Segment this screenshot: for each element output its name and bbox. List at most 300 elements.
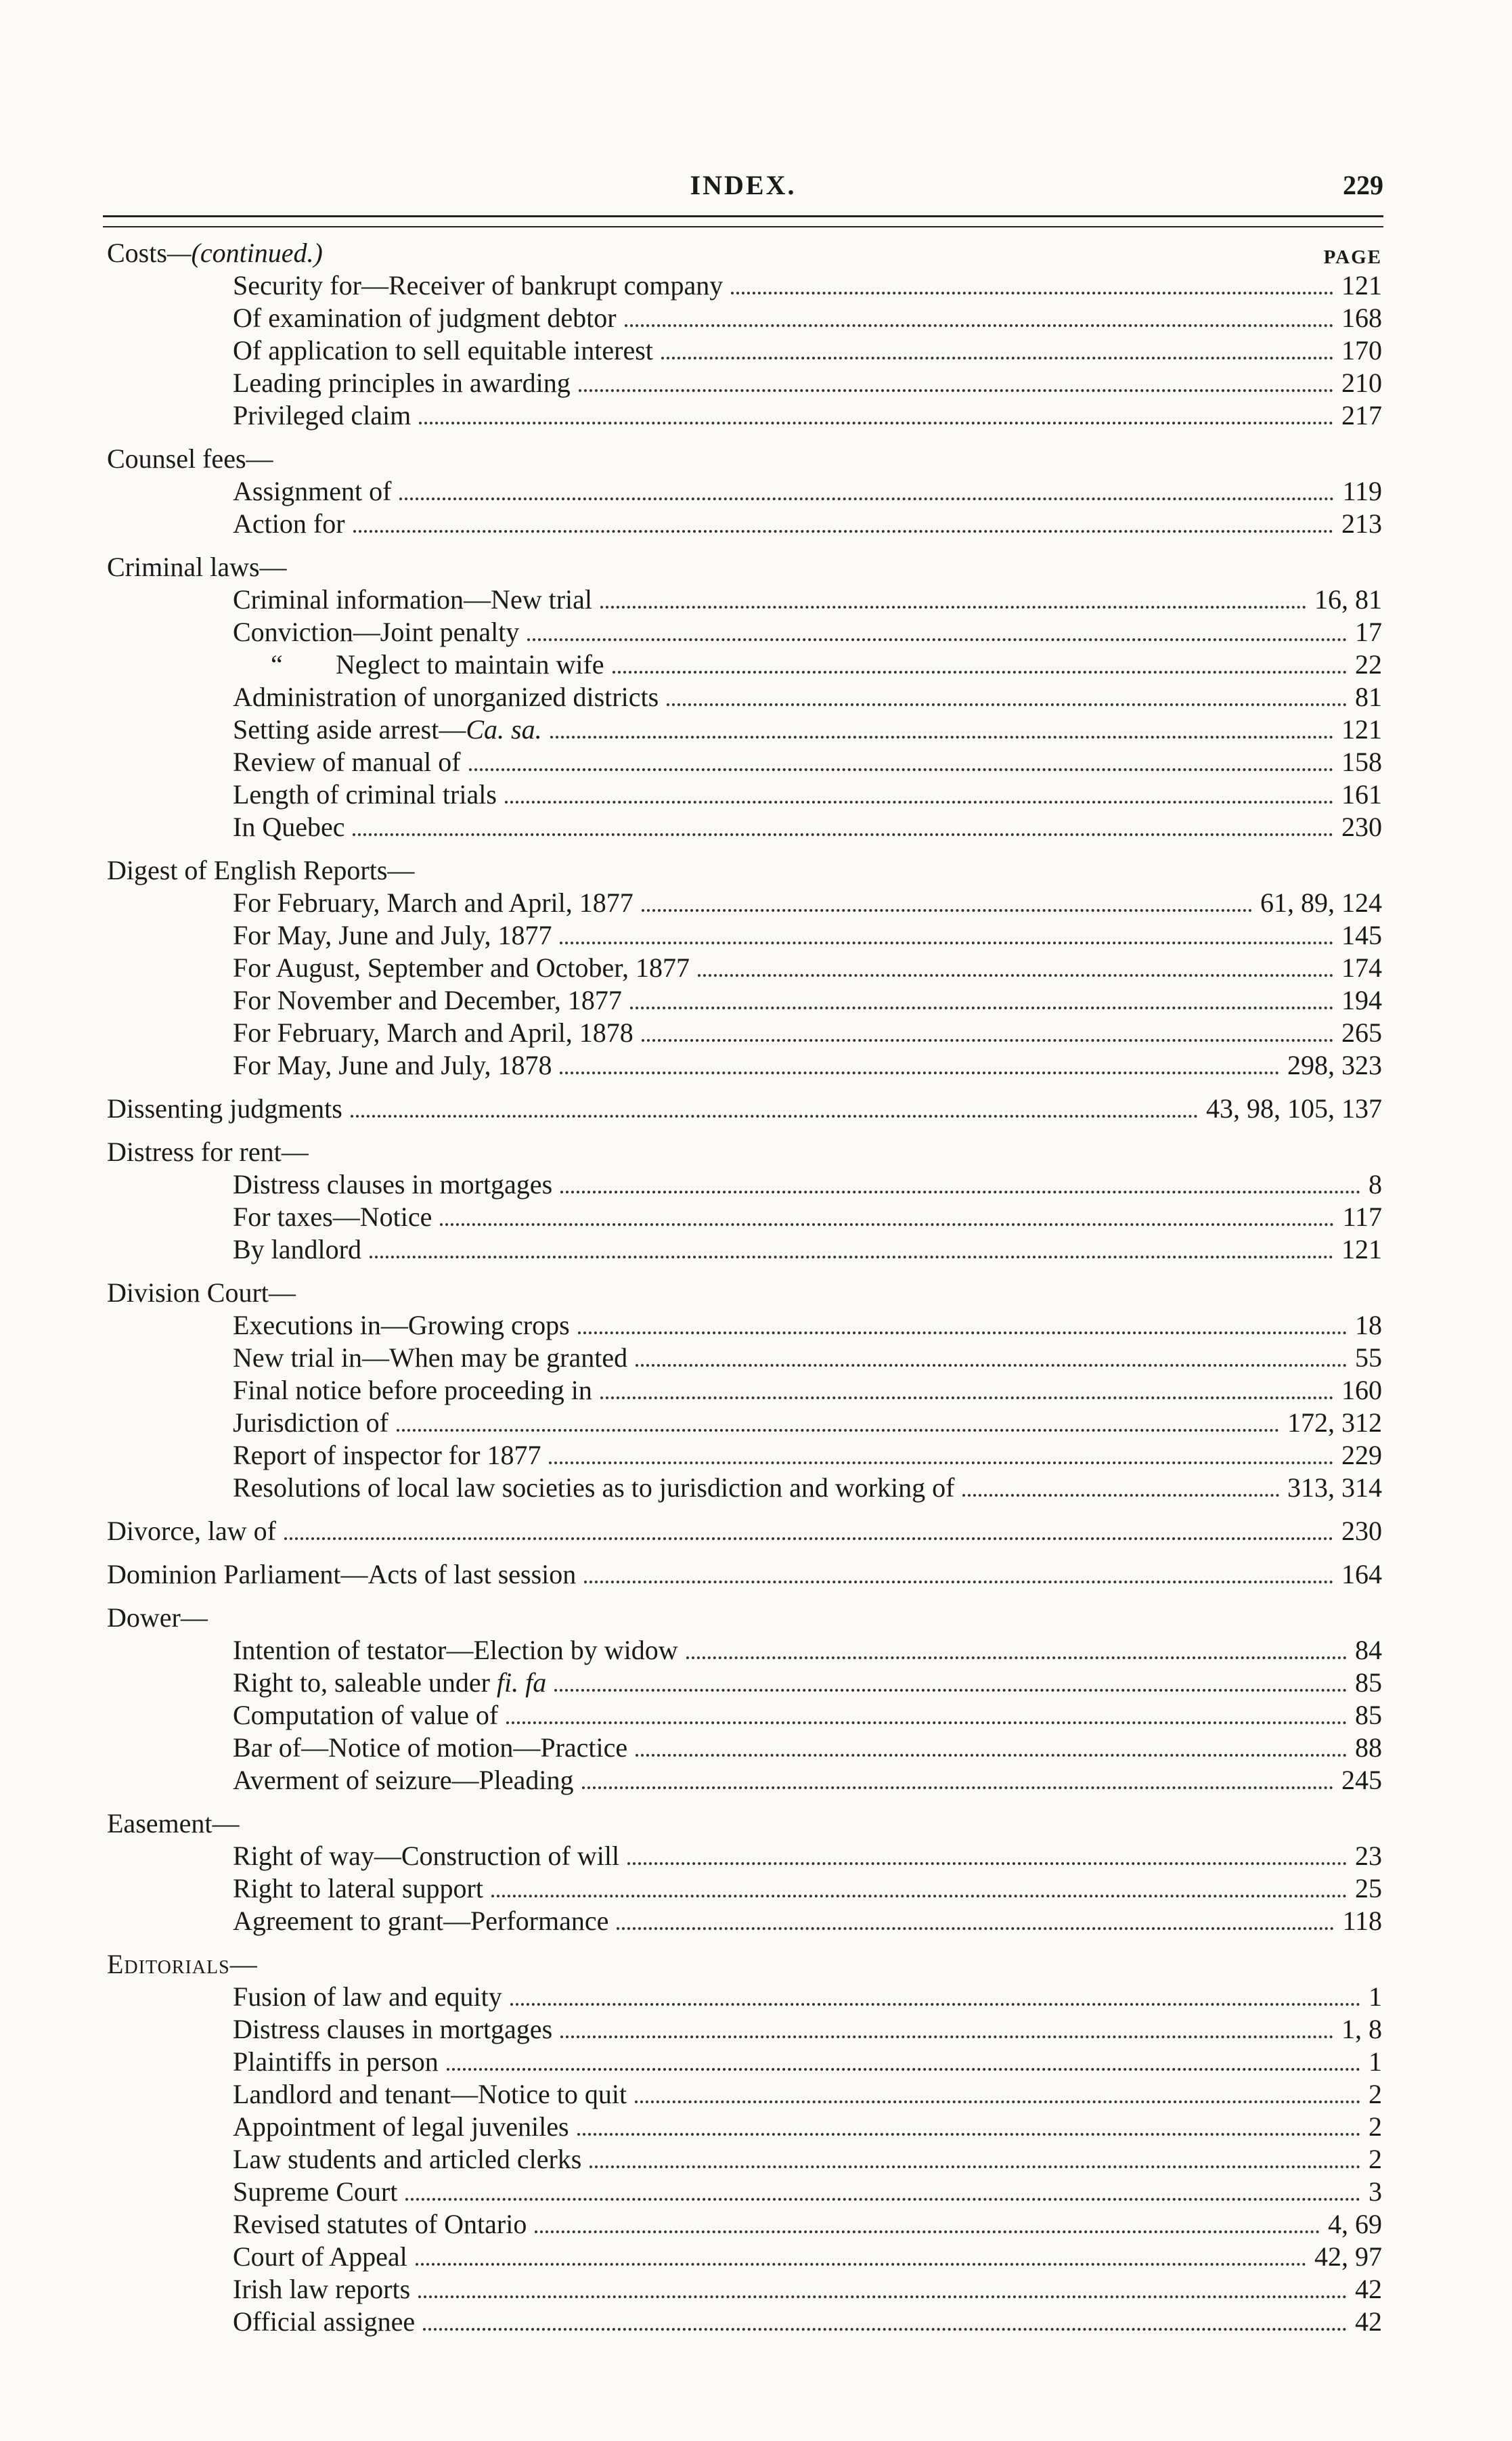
entry-pages: 121 xyxy=(1341,1234,1382,1265)
entry-text xyxy=(233,616,519,648)
entry-text xyxy=(233,952,690,984)
index-subentry xyxy=(107,1981,1382,2013)
header-double-rule xyxy=(103,215,1383,227)
entry-text xyxy=(233,713,542,746)
entry-text xyxy=(233,475,391,508)
entry-pages: 8 xyxy=(1369,1169,1382,1200)
index-subentry xyxy=(107,746,1382,778)
entry-text xyxy=(233,919,552,952)
index-subentry xyxy=(107,713,1382,746)
entry-text-main: Of examination of judgment debtor xyxy=(233,303,617,333)
index-subentry xyxy=(107,475,1382,508)
section-heading xyxy=(107,443,1382,475)
entry-pages: 245 xyxy=(1341,1765,1382,1795)
entry-pages: 230 xyxy=(1341,812,1382,842)
index-subentry xyxy=(107,584,1382,616)
entry-text-italic: Ca. sa. xyxy=(466,714,542,745)
entry-text xyxy=(233,2046,439,2078)
entry-text-main: Executions in—Growing crops xyxy=(233,1310,570,1340)
dot-leader xyxy=(505,791,1333,804)
entry-text xyxy=(233,648,604,681)
index-subentry xyxy=(107,1342,1382,1374)
dot-leader xyxy=(686,1647,1347,1659)
section-heading xyxy=(107,1602,1382,1634)
entry-pages: 174 xyxy=(1341,952,1382,983)
index-subentry xyxy=(107,2176,1382,2208)
entry-text-main: Bar of—Notice of motion—Practice xyxy=(233,1732,628,1763)
dot-leader xyxy=(399,488,1334,500)
dot-leader xyxy=(590,2156,1360,2168)
entry-text-main: For February, March and April, 1877 xyxy=(233,887,633,918)
section-heading xyxy=(107,1807,1382,1840)
section-heading xyxy=(107,1277,1382,1309)
entry-pages: 121 xyxy=(1341,714,1382,745)
index-subentry xyxy=(107,2046,1382,2078)
entry-text-main: Law students and articled clerks xyxy=(233,2144,582,2174)
entry-text xyxy=(233,2208,527,2241)
entry-pages: 229 xyxy=(1341,1440,1382,1470)
dot-leader xyxy=(698,965,1333,977)
entry-text-main: Setting aside arrest— xyxy=(233,714,466,745)
dot-leader xyxy=(642,1030,1333,1042)
dot-leader xyxy=(584,1571,1333,1583)
entry-pages: 42 xyxy=(1355,2306,1382,2337)
entry-text-main: Criminal information—New trial xyxy=(233,584,592,615)
entry-text-main: For May, June and July, 1877 xyxy=(233,920,552,950)
entry-text-main: Right to, saleable under xyxy=(233,1667,497,1698)
dot-leader xyxy=(577,2124,1360,2136)
dot-leader xyxy=(423,2318,1347,2331)
index-subentry xyxy=(107,984,1382,1017)
section-heading xyxy=(107,237,1382,269)
entry-text-main: Right of way—Construction of will xyxy=(233,1841,620,1871)
page-column-label: PAGE xyxy=(1323,246,1382,268)
entry-text-main: Plaintiffs in person xyxy=(233,2046,439,2077)
entry-text xyxy=(233,584,592,616)
index-subentry xyxy=(107,1407,1382,1439)
section-heading-text: Counsel fees— xyxy=(107,443,273,474)
index-subentry xyxy=(107,1840,1382,1872)
entry-text xyxy=(233,2176,397,2208)
entry-pages: 17 xyxy=(1355,617,1382,647)
entry-text xyxy=(233,2273,410,2306)
index-subentry xyxy=(107,1168,1382,1201)
page-number: 229 xyxy=(1343,170,1383,200)
entry-pages: 81 xyxy=(1355,682,1382,712)
entry-pages: 18 xyxy=(1355,1310,1382,1340)
entry-text xyxy=(233,2143,581,2176)
index-subentry xyxy=(107,508,1382,540)
index-section xyxy=(107,854,1382,1082)
index-subentry xyxy=(107,334,1382,367)
dot-leader xyxy=(617,1918,1334,1930)
index-entry xyxy=(107,1558,1382,1591)
dot-leader xyxy=(550,726,1333,739)
entry-text xyxy=(233,1764,574,1797)
entry-text-main: Report of inspector for 1877 xyxy=(233,1440,541,1470)
index-subentry xyxy=(107,2078,1382,2111)
index-subentry xyxy=(107,811,1382,843)
section-heading-text: Dower— xyxy=(107,1602,208,1633)
index-subentry xyxy=(107,1439,1382,1472)
entry-text xyxy=(233,334,653,367)
entry-pages: 85 xyxy=(1355,1667,1382,1698)
index-subentry xyxy=(107,2013,1382,2046)
index-section xyxy=(107,1602,1382,1797)
entry-text-main: For November and December, 1877 xyxy=(233,985,622,1015)
entry-pages: 4, 69 xyxy=(1328,2209,1382,2239)
index-section xyxy=(107,1558,1382,1591)
dot-leader xyxy=(351,1105,1198,1118)
entry-text xyxy=(233,1699,498,1732)
entry-text xyxy=(233,1872,483,1905)
entry-text xyxy=(233,1233,361,1266)
entry-text-main: Irish law reports xyxy=(233,2274,411,2304)
dot-leader xyxy=(962,1485,1279,1497)
entry-text xyxy=(233,2306,415,2338)
dot-leader xyxy=(560,1181,1360,1193)
dot-leader xyxy=(627,1853,1347,1865)
entry-pages: 160 xyxy=(1341,1375,1382,1405)
entry-pages: 265 xyxy=(1341,1017,1382,1048)
dot-leader xyxy=(579,380,1333,392)
entry-text xyxy=(233,302,617,334)
entry-pages: 168 xyxy=(1341,303,1382,333)
index-subentry xyxy=(107,1732,1382,1764)
entry-text xyxy=(233,1201,432,1233)
entry-pages: 25 xyxy=(1355,1873,1382,1904)
index-subentry xyxy=(107,2143,1382,2176)
dot-leader xyxy=(560,932,1333,944)
entry-text-main: For May, June and July, 1878 xyxy=(233,1050,552,1080)
entry-text-italic: fi. fa xyxy=(496,1667,547,1698)
entry-text-main: Computation of value of xyxy=(233,1700,499,1730)
entry-text xyxy=(233,1374,592,1407)
entry-pages: 298, 323 xyxy=(1287,1050,1382,1080)
index-subentry xyxy=(107,681,1382,713)
index-subentry xyxy=(107,1699,1382,1732)
index-subentry xyxy=(107,616,1382,648)
entry-pages: 23 xyxy=(1355,1841,1382,1871)
dot-leader xyxy=(506,1712,1347,1724)
dot-leader xyxy=(491,1885,1347,1897)
dot-leader xyxy=(440,1214,1334,1226)
dot-leader xyxy=(447,2059,1360,2071)
dot-leader xyxy=(636,1355,1347,1367)
dot-leader xyxy=(560,1062,1279,1074)
index-subentry xyxy=(107,1309,1382,1342)
entry-pages: 164 xyxy=(1341,1559,1382,1589)
index-subentry xyxy=(107,1233,1382,1266)
index-subentry xyxy=(107,1201,1382,1233)
section-heading xyxy=(107,1948,1382,1981)
entry-text-main: Leading principles in awarding xyxy=(233,368,571,398)
entry-text-main: Supreme Court xyxy=(233,2176,398,2207)
entry-text xyxy=(233,367,571,399)
entry-pages: 230 xyxy=(1341,1516,1382,1546)
entry-pages: 1 xyxy=(1369,1981,1382,2012)
entry-pages: 210 xyxy=(1341,368,1382,398)
dot-leader xyxy=(549,1452,1333,1464)
entry-text-main: Official assignee xyxy=(233,2306,416,2337)
entry-text xyxy=(233,778,497,811)
section-heading-text: Criminal laws— xyxy=(107,552,287,582)
entry-pages: 43, 98, 105, 137 xyxy=(1206,1093,1382,1124)
entry-text-main: Dissenting judgments xyxy=(107,1093,342,1124)
entry-text xyxy=(233,1472,954,1504)
entry-pages: 145 xyxy=(1341,920,1382,950)
entry-text-main: Landlord and tenant—Notice to quit xyxy=(233,2079,627,2109)
dot-leader xyxy=(554,1679,1347,1692)
dot-leader xyxy=(625,315,1333,327)
entry-pages: 161 xyxy=(1341,779,1382,810)
index-subentry xyxy=(107,269,1382,302)
entry-text-main: Intention of testator—Election by widow xyxy=(233,1635,678,1665)
entry-text xyxy=(233,1168,552,1201)
dot-leader xyxy=(353,521,1333,533)
entry-pages: 119 xyxy=(1342,476,1382,506)
dot-leader xyxy=(636,1744,1347,1757)
index-list xyxy=(107,237,1382,2349)
section-heading-text: Distress for rent— xyxy=(107,1137,309,1167)
entry-text-main: Neglect to maintain wife xyxy=(336,649,604,680)
index-subentry xyxy=(107,1905,1382,1937)
index-subentry xyxy=(107,1872,1382,1905)
entry-pages: 2 xyxy=(1369,2111,1382,2142)
entry-text xyxy=(233,2241,407,2273)
entry-pages: 1, 8 xyxy=(1341,2014,1382,2044)
entry-text-main: For taxes—Notice xyxy=(233,1202,432,1232)
entry-text xyxy=(233,399,411,432)
dot-leader xyxy=(578,1322,1347,1334)
index-section xyxy=(107,1948,1382,2338)
entry-pages: 194 xyxy=(1341,985,1382,1015)
dot-leader xyxy=(405,2189,1360,2201)
dot-leader xyxy=(527,629,1347,641)
entry-text-main: Divorce, law of xyxy=(107,1516,276,1546)
page-title: INDEX. xyxy=(690,170,797,200)
index-subentry xyxy=(107,778,1382,811)
dot-leader xyxy=(370,1246,1333,1258)
entry-text-main: Averment of seizure—Pleading xyxy=(233,1765,574,1795)
entry-pages: 217 xyxy=(1341,400,1382,431)
entry-text xyxy=(233,746,461,778)
entry-text-main: Of application to sell equitable interest xyxy=(233,335,653,366)
dot-leader xyxy=(582,1777,1333,1789)
entry-pages: 2 xyxy=(1369,2144,1382,2174)
section-heading xyxy=(107,1136,1382,1168)
index-subentry xyxy=(107,2273,1382,2306)
index-entry xyxy=(107,1515,1382,1547)
index-subentry xyxy=(107,2208,1382,2241)
entry-pages: 42, 97 xyxy=(1314,2241,1382,2272)
entry-text xyxy=(233,1309,570,1342)
entry-text-main: Resolutions of local law societies as to jurisdiction and working of xyxy=(233,1472,955,1503)
section-heading xyxy=(107,854,1382,887)
dot-leader xyxy=(469,759,1333,771)
entry-pages: 55 xyxy=(1355,1342,1382,1373)
section-heading-text: Digest of English Reports— xyxy=(107,855,415,885)
index-section xyxy=(107,1136,1382,1266)
dot-leader xyxy=(661,347,1333,359)
entry-pages: 158 xyxy=(1341,747,1382,777)
entry-text-main: Privileged claim xyxy=(233,400,412,431)
index-subentry xyxy=(107,1472,1382,1504)
index-subentry xyxy=(107,399,1382,432)
entry-text xyxy=(233,2013,552,2046)
entry-text xyxy=(107,1558,576,1591)
dot-leader xyxy=(535,2221,1320,2233)
dot-leader xyxy=(635,2091,1360,2103)
entry-text-main: Distress clauses in mortgages xyxy=(233,2014,553,2044)
entry-text xyxy=(107,1515,276,1547)
index-section xyxy=(107,1807,1382,1937)
dot-leader xyxy=(397,1420,1279,1432)
section-heading-text: Division Court— xyxy=(107,1277,296,1308)
dot-leader xyxy=(731,282,1333,294)
entry-text-main: New trial in—When may be granted xyxy=(233,1342,628,1373)
index-subentry xyxy=(107,1049,1382,1082)
ditto-mark: “ xyxy=(271,649,283,680)
dot-leader xyxy=(284,1528,1333,1540)
entry-text xyxy=(233,269,723,302)
entry-text-main: Fusion of law and equity xyxy=(233,1981,502,2012)
entry-pages: 84 xyxy=(1355,1635,1382,1665)
entry-text-main: Court of Appeal xyxy=(233,2241,407,2272)
index-subentry xyxy=(107,1634,1382,1667)
index-section xyxy=(107,1093,1382,1125)
section-heading xyxy=(107,551,1382,584)
entry-text xyxy=(233,984,622,1017)
entry-pages: 172, 312 xyxy=(1287,1407,1382,1438)
entry-text xyxy=(233,2111,569,2143)
index-section xyxy=(107,237,1382,432)
entry-text xyxy=(233,1634,678,1667)
running-head xyxy=(103,169,1383,210)
index-subentry xyxy=(107,1017,1382,1049)
entry-pages: 170 xyxy=(1341,335,1382,366)
entry-text-main: By landlord xyxy=(233,1234,361,1265)
entry-pages: 16, 81 xyxy=(1314,584,1382,615)
dot-leader xyxy=(630,997,1333,1009)
index-entry xyxy=(107,1093,1382,1125)
entry-text xyxy=(233,508,345,540)
section-heading-text: Editorials— xyxy=(107,1949,258,1979)
dot-leader xyxy=(600,596,1306,609)
entry-text xyxy=(233,1342,627,1374)
index-subentry xyxy=(107,302,1382,334)
entry-text xyxy=(233,1407,388,1439)
entry-pages: 61, 89, 124 xyxy=(1260,887,1382,918)
entry-text-main: Final notice before proceeding in xyxy=(233,1375,592,1405)
entry-pages: 2 xyxy=(1369,2079,1382,2109)
entry-text-main: Agreement to grant—Performance xyxy=(233,1906,609,1936)
entry-text-main: Right to lateral support xyxy=(233,1873,483,1904)
entry-text-main: For February, March and April, 1878 xyxy=(233,1017,633,1048)
index-subentry xyxy=(107,887,1382,919)
dot-leader xyxy=(667,694,1347,706)
entry-text xyxy=(233,681,659,713)
entry-pages: 42 xyxy=(1355,2274,1382,2304)
entry-pages: 22 xyxy=(1355,649,1382,680)
index-subentry xyxy=(107,1764,1382,1797)
index-subentry xyxy=(107,1667,1382,1699)
entry-text-main: Assignment of xyxy=(233,476,392,506)
index-subentry xyxy=(107,2306,1382,2338)
entry-pages: 118 xyxy=(1342,1906,1382,1936)
dot-leader xyxy=(353,824,1333,836)
index-subentry xyxy=(107,648,1382,681)
entry-pages: 3 xyxy=(1369,2176,1382,2207)
entry-text-main: Appointment of legal juveniles xyxy=(233,2111,569,2142)
entry-text-main: In Quebec xyxy=(233,812,345,842)
entry-text-main: For August, September and October, 1877 xyxy=(233,952,690,983)
entry-text-main: Review of manual of xyxy=(233,747,461,777)
dot-leader xyxy=(416,2253,1306,2266)
entry-text-main: Action for xyxy=(233,508,345,539)
index-subentry xyxy=(107,919,1382,952)
index-section xyxy=(107,1515,1382,1547)
entry-text xyxy=(233,1017,633,1049)
entry-text-main: Security for—Receiver of bankrupt company xyxy=(233,270,724,301)
index-section xyxy=(107,551,1382,843)
dot-leader xyxy=(613,661,1347,674)
entry-text-main: Jurisdiction of xyxy=(233,1407,388,1438)
dot-leader xyxy=(419,412,1333,424)
entry-text xyxy=(233,811,344,843)
entry-pages: 121 xyxy=(1341,270,1382,301)
dot-leader xyxy=(642,900,1252,912)
index-subentry xyxy=(107,952,1382,984)
index-subentry xyxy=(107,367,1382,399)
entry-pages: 88 xyxy=(1355,1732,1382,1763)
entry-text-main: Length of criminal trials xyxy=(233,779,497,810)
index-section xyxy=(107,1277,1382,1504)
entry-text xyxy=(233,1049,552,1082)
entry-text xyxy=(233,1439,541,1472)
entry-pages: 1 xyxy=(1369,2046,1382,2077)
section-heading-suffix: —(continued.) xyxy=(166,238,323,268)
entry-text xyxy=(233,1981,502,2013)
entry-text xyxy=(233,1732,627,1764)
entry-pages: 117 xyxy=(1342,1202,1382,1232)
dot-leader xyxy=(560,2026,1333,2038)
entry-text-main: Distress clauses in mortgages xyxy=(233,1169,553,1200)
entry-text-main: Dominion Parliament—Acts of last session xyxy=(107,1559,577,1589)
dot-leader xyxy=(510,1994,1360,2006)
entry-text xyxy=(233,1840,619,1872)
entry-text xyxy=(233,1905,608,1937)
entry-pages: 313, 314 xyxy=(1287,1472,1382,1503)
index-subentry xyxy=(107,2241,1382,2273)
index-subentry xyxy=(107,1374,1382,1407)
entry-text-main: Administration of unorganized districts xyxy=(233,682,659,712)
entry-text-main: Revised statutes of Ontario xyxy=(233,2209,527,2239)
entry-text-main: Conviction—Joint penalty xyxy=(233,617,520,647)
index-subentry xyxy=(107,2111,1382,2143)
entry-pages: 213 xyxy=(1341,508,1382,539)
entry-text xyxy=(233,2078,627,2111)
entry-text xyxy=(233,1667,546,1699)
section-heading-text: Costs xyxy=(107,238,167,268)
entry-pages: 85 xyxy=(1355,1700,1382,1730)
entry-text xyxy=(107,1093,342,1125)
index-section xyxy=(107,443,1382,540)
entry-text xyxy=(233,887,633,919)
dot-leader xyxy=(600,1387,1333,1399)
section-heading-text: Easement— xyxy=(107,1808,240,1839)
dot-leader xyxy=(418,2286,1347,2298)
